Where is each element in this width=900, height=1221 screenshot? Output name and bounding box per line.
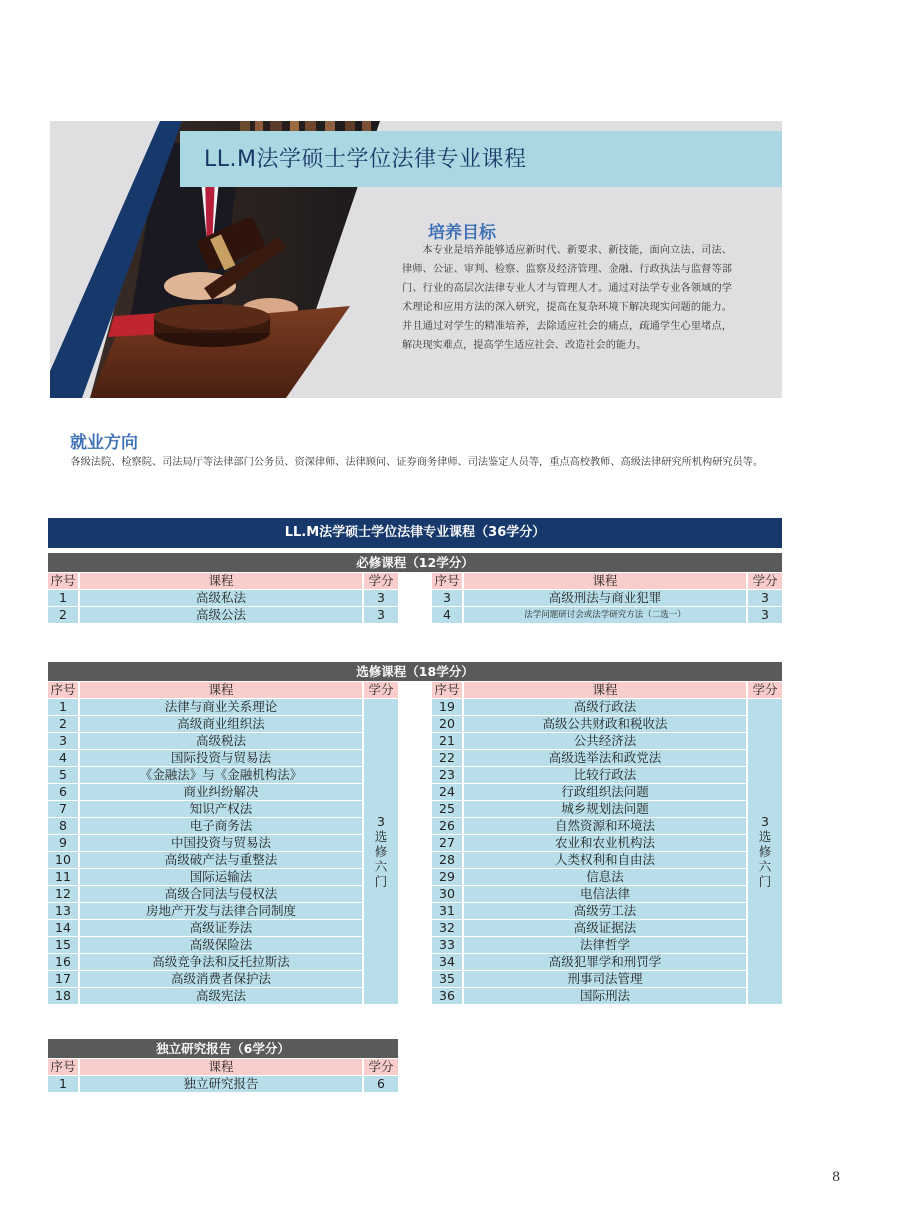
course-number: 24 xyxy=(432,784,462,800)
course-number: 30 xyxy=(432,886,462,902)
course-name: 高级消费者保护法 xyxy=(80,971,362,987)
program-title-banner: LL.M法学硕士学位法律专业课程（36学分） xyxy=(48,518,782,548)
course-number: 17 xyxy=(48,971,78,987)
course-number: 5 xyxy=(48,767,78,783)
course-number: 4 xyxy=(48,750,78,766)
course-name: 高级证券法 xyxy=(80,920,362,936)
required-table-left xyxy=(48,573,398,625)
course-number: 19 xyxy=(432,699,462,715)
course-number: 11 xyxy=(48,869,78,885)
elective-credit-note: 3选修六门 xyxy=(758,813,772,889)
table-row xyxy=(48,988,398,1004)
table-row xyxy=(432,784,782,800)
course-number: 1 xyxy=(48,590,78,606)
course-number: 28 xyxy=(432,852,462,868)
course-number: 3 xyxy=(48,733,78,749)
elective-credit-merged-cell xyxy=(364,699,398,1004)
table-row xyxy=(48,886,398,902)
table-header-row xyxy=(48,682,398,698)
course-number: 25 xyxy=(432,801,462,817)
table-row xyxy=(432,869,782,885)
course-number: 2 xyxy=(48,716,78,732)
course-credit: 3 xyxy=(364,590,398,606)
course-number: 35 xyxy=(432,971,462,987)
page-number: 8 xyxy=(832,1170,841,1185)
required-section-title: 必修课程（12学分） xyxy=(48,553,782,572)
course-number: 3 xyxy=(432,590,462,606)
header-no: 序号 xyxy=(48,573,78,589)
course-name: 房地产开发与法律合同制度 xyxy=(80,903,362,919)
table-row xyxy=(48,784,398,800)
course-number: 1 xyxy=(48,1076,78,1092)
header-no: 序号 xyxy=(48,1059,78,1075)
table-row xyxy=(48,733,398,749)
report-table xyxy=(48,1059,398,1095)
course-credit: 3 xyxy=(748,590,782,606)
course-number: 6 xyxy=(48,784,78,800)
table-row xyxy=(432,801,782,817)
course-name: 独立研究报告 xyxy=(80,1076,362,1092)
table-row xyxy=(432,750,782,766)
header-course: 课程 xyxy=(464,573,746,589)
goal-text: 本专业是培养能够适应新时代、新要求、新技能，面向立法、司法、律师、公证、审判、检察、监察及经济管理、金融、行政执法与监督等部门、行业的高层次法律专业人才与管理人才。通过对法学专业各领域的学术理论和应用方法的深入研究，提高在复杂环境下解决现实问题的能力。并且通过对学生的精准培养，去除适应社会的痛点，疏通学生心里堵点，解决现实难点，提高学生适应社会、改造社会的能力。 xyxy=(402,245,732,351)
table-row xyxy=(432,733,782,749)
course-number: 13 xyxy=(48,903,78,919)
table-row xyxy=(432,590,782,606)
course-number: 32 xyxy=(432,920,462,936)
course-number: 29 xyxy=(432,869,462,885)
course-name: 高级犯罪学和刑罚学 xyxy=(464,954,746,970)
elective-table-left xyxy=(48,682,398,1007)
table-row xyxy=(48,835,398,851)
course-name: 高级刑法与商业犯罪 xyxy=(464,590,746,606)
goal-heading: 培养目标 xyxy=(428,223,496,243)
course-name: 农业和农业机构法 xyxy=(464,835,746,851)
course-number: 31 xyxy=(432,903,462,919)
table-row xyxy=(432,920,782,936)
course-number: 1 xyxy=(48,699,78,715)
course-name: 高级行政法 xyxy=(464,699,746,715)
table-header-row xyxy=(432,573,782,589)
course-number: 15 xyxy=(48,937,78,953)
course-number: 9 xyxy=(48,835,78,851)
course-name: 高级商业组织法 xyxy=(80,716,362,732)
course-number: 21 xyxy=(432,733,462,749)
report-section-title: 独立研究报告（6学分） xyxy=(48,1039,398,1058)
course-number: 18 xyxy=(48,988,78,1004)
header-no: 序号 xyxy=(432,682,462,698)
header-course: 课程 xyxy=(464,682,746,698)
title-bar xyxy=(180,131,782,187)
course-name: 高级竞争法和反托拉斯法 xyxy=(80,954,362,970)
header-no: 序号 xyxy=(432,573,462,589)
table-row xyxy=(432,716,782,732)
header-credit: 学分 xyxy=(364,1059,398,1075)
header-course: 课程 xyxy=(80,573,362,589)
course-name: 高级劳工法 xyxy=(464,903,746,919)
course-name: 高级破产法与重整法 xyxy=(80,852,362,868)
header-course: 课程 xyxy=(80,682,362,698)
course-name: 高级选举法和政党法 xyxy=(464,750,746,766)
course-name: 高级合同法与侵权法 xyxy=(80,886,362,902)
course-name: 高级公共财政和税收法 xyxy=(464,716,746,732)
table-row xyxy=(48,903,398,919)
course-name: 自然资源和环境法 xyxy=(464,818,746,834)
course-name: 中国投资与贸易法 xyxy=(80,835,362,851)
course-number: 12 xyxy=(48,886,78,902)
course-number: 36 xyxy=(432,988,462,1004)
employment-heading: 就业方向 xyxy=(70,433,138,453)
course-name: 国际刑法 xyxy=(464,988,746,1004)
course-number: 34 xyxy=(432,954,462,970)
table-header-row xyxy=(48,1059,398,1075)
table-row xyxy=(48,818,398,834)
hero-banner xyxy=(50,121,782,398)
table-row xyxy=(432,852,782,868)
table-header-row xyxy=(48,573,398,589)
course-number: 27 xyxy=(432,835,462,851)
course-number: 4 xyxy=(432,607,462,623)
table-row xyxy=(48,716,398,732)
course-name: 高级税法 xyxy=(80,733,362,749)
course-number: 8 xyxy=(48,818,78,834)
employment-text: 各级法院、检察院、司法局厅等法律部门公务员、资深律师、法律顾问、证券商务律师、司法鉴定人员等，重点高校教师、高级法律研究所机构研究员等。 xyxy=(70,457,764,468)
course-credit: 3 xyxy=(364,607,398,623)
table-row xyxy=(48,920,398,936)
table-row xyxy=(48,852,398,868)
course-name: 法律哲学 xyxy=(464,937,746,953)
course-name: 国际投资与贸易法 xyxy=(80,750,362,766)
course-credit: 6 xyxy=(364,1076,398,1092)
table-row xyxy=(432,607,782,623)
course-number: 23 xyxy=(432,767,462,783)
course-name: 比较行政法 xyxy=(464,767,746,783)
course-name: 国际运输法 xyxy=(80,869,362,885)
course-number: 33 xyxy=(432,937,462,953)
table-row xyxy=(432,903,782,919)
header-credit: 学分 xyxy=(748,682,782,698)
course-name: 高级私法 xyxy=(80,590,362,606)
elective-credit-merged-cell xyxy=(748,699,782,1004)
table-row xyxy=(432,699,782,715)
course-number: 26 xyxy=(432,818,462,834)
table-row xyxy=(432,818,782,834)
course-name: 城乡规划法问题 xyxy=(464,801,746,817)
course-name: 法律与商业关系理论 xyxy=(80,699,362,715)
course-name: 信息法 xyxy=(464,869,746,885)
table-row xyxy=(48,971,398,987)
course-number: 16 xyxy=(48,954,78,970)
course-name: 法学问题研讨会或法学研究方法（二选一） xyxy=(464,607,746,623)
course-name: 高级保险法 xyxy=(80,937,362,953)
course-name: 高级证据法 xyxy=(464,920,746,936)
header-credit: 学分 xyxy=(748,573,782,589)
course-name: 刑事司法管理 xyxy=(464,971,746,987)
course-name: 公共经济法 xyxy=(464,733,746,749)
course-number: 2 xyxy=(48,607,78,623)
table-row xyxy=(48,767,398,783)
table-row xyxy=(432,835,782,851)
table-row xyxy=(432,954,782,970)
table-row xyxy=(48,699,398,715)
table-header-row xyxy=(432,682,782,698)
header-credit: 学分 xyxy=(364,573,398,589)
table-row xyxy=(48,750,398,766)
course-name: 知识产权法 xyxy=(80,801,362,817)
course-number: 7 xyxy=(48,801,78,817)
table-row xyxy=(48,937,398,953)
course-number: 14 xyxy=(48,920,78,936)
table-row xyxy=(48,869,398,885)
elective-credit-note: 3选修六门 xyxy=(374,813,388,889)
course-name: 行政组织法问题 xyxy=(464,784,746,800)
course-number: 22 xyxy=(432,750,462,766)
course-name: 高级宪法 xyxy=(80,988,362,1004)
table-row xyxy=(48,607,398,623)
table-row xyxy=(432,886,782,902)
course-name: 《金融法》与《金融机构法》 xyxy=(80,767,362,783)
course-name: 电信法律 xyxy=(464,886,746,902)
page-title: LL.M法学硕士学位法律专业课程 xyxy=(204,147,527,172)
course-number: 20 xyxy=(432,716,462,732)
course-name: 高级公法 xyxy=(80,607,362,623)
table-row xyxy=(432,988,782,1004)
course-name: 电子商务法 xyxy=(80,818,362,834)
header-course: 课程 xyxy=(80,1059,362,1075)
course-name: 人类权利和自由法 xyxy=(464,852,746,868)
table-row xyxy=(432,971,782,987)
header-credit: 学分 xyxy=(364,682,398,698)
table-row xyxy=(48,954,398,970)
elective-section-title: 选修课程（18学分） xyxy=(48,662,782,681)
course-name: 商业纠纷解决 xyxy=(80,784,362,800)
table-row xyxy=(48,1076,398,1092)
elective-table-right xyxy=(432,682,782,1007)
table-row xyxy=(432,767,782,783)
header-no: 序号 xyxy=(48,682,78,698)
table-row xyxy=(48,801,398,817)
course-credit: 3 xyxy=(748,607,782,623)
table-row xyxy=(48,590,398,606)
course-number: 10 xyxy=(48,852,78,868)
required-table-right xyxy=(432,573,782,625)
table-row xyxy=(432,937,782,953)
